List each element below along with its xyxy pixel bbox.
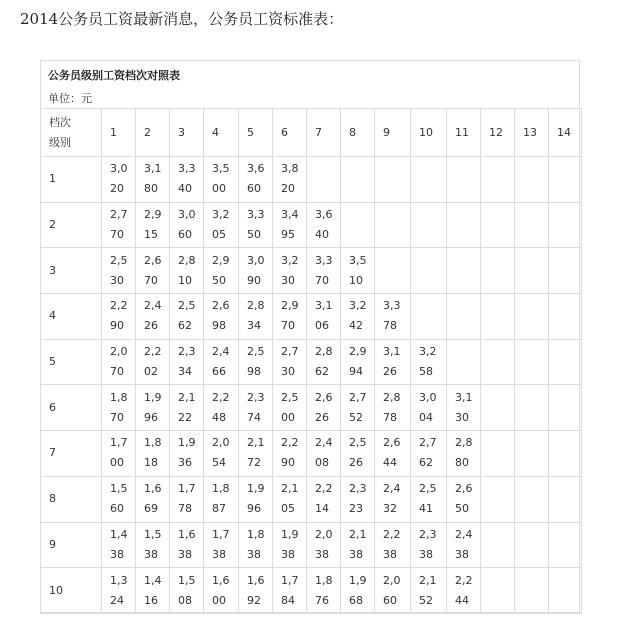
salary-cell (549, 568, 582, 614)
salary-cell: 3,340 (170, 157, 204, 203)
salary-cell: 2,950 (204, 248, 239, 294)
column-header: 14 (549, 109, 582, 157)
table-row (41, 157, 582, 203)
salary-cell: 2,500 (273, 385, 307, 431)
salary-cell: 2,670 (136, 248, 170, 294)
salary-cell: 1,818 (136, 431, 170, 477)
column-header: 13 (515, 109, 549, 157)
salary-cell: 2,438 (447, 522, 481, 568)
salary-cell: 1,560 (102, 476, 136, 522)
column-header: 2 (136, 109, 170, 157)
salary-cell: 2,202 (136, 339, 170, 385)
salary-cell (515, 431, 549, 477)
salary-cell: 1,778 (170, 476, 204, 522)
table-row (41, 431, 582, 477)
salary-cell: 2,060 (375, 568, 411, 614)
salary-cell (515, 157, 549, 203)
column-header: 7 (307, 109, 341, 157)
salary-cell (481, 339, 515, 385)
row-level-label: 5 (41, 339, 102, 385)
row-level-label: 9 (41, 522, 102, 568)
salary-cell: 2,038 (307, 522, 341, 568)
salary-cell (481, 385, 515, 431)
salary-cell (549, 385, 582, 431)
salary-cell (307, 157, 341, 203)
salary-cell (447, 202, 481, 248)
salary-cell: 2,626 (307, 385, 341, 431)
salary-cell: 1,692 (239, 568, 273, 614)
salary-cell: 3,205 (204, 202, 239, 248)
salary-cell: 2,105 (273, 476, 307, 522)
salary-cell (515, 385, 549, 431)
salary-cell: 1,700 (102, 431, 136, 477)
column-header: 11 (447, 109, 481, 157)
salary-cell: 1,324 (102, 568, 136, 614)
salary-cell: 2,878 (375, 385, 411, 431)
salary-cell (411, 202, 447, 248)
salary-cell (375, 157, 411, 203)
salary-cell: 2,530 (102, 248, 136, 294)
table-row (41, 476, 582, 522)
salary-cell (515, 294, 549, 340)
salary-cell (549, 476, 582, 522)
salary-cell: 2,408 (307, 431, 341, 477)
salary-cell: 2,994 (341, 339, 375, 385)
salary-cell: 2,290 (102, 294, 136, 340)
salary-cell (341, 157, 375, 203)
salary-cell (549, 157, 582, 203)
salary-cell: 3,180 (136, 157, 170, 203)
salary-table (40, 108, 582, 614)
salary-cell: 1,738 (204, 522, 239, 568)
header-row (41, 109, 582, 157)
salary-cell: 3,660 (239, 157, 273, 203)
salary-cell: 3,500 (204, 157, 239, 203)
salary-cell: 2,374 (239, 385, 273, 431)
salary-cell: 1,538 (136, 522, 170, 568)
salary-cell (411, 294, 447, 340)
salary-cell (411, 248, 447, 294)
column-header: 10 (411, 109, 447, 157)
salary-cell (447, 294, 481, 340)
salary-cell (447, 339, 481, 385)
column-header: 1 (102, 109, 136, 157)
salary-cell: 2,810 (170, 248, 204, 294)
salary-cell: 2,752 (341, 385, 375, 431)
salary-cell: 2,698 (204, 294, 239, 340)
row-level-label: 6 (41, 385, 102, 431)
salary-cell: 2,070 (102, 339, 136, 385)
salary-cell: 1,936 (170, 431, 204, 477)
salary-cell: 1,600 (204, 568, 239, 614)
salary-cell: 3,230 (273, 248, 307, 294)
salary-cell (515, 568, 549, 614)
salary-cell: 2,290 (273, 431, 307, 477)
table-unit: 单位：元 (48, 92, 92, 105)
row-level-label: 1 (41, 157, 102, 203)
table-row (41, 568, 582, 614)
salary-cell: 2,338 (411, 522, 447, 568)
salary-cell: 2,138 (341, 522, 375, 568)
salary-cell (515, 476, 549, 522)
salary-cell (411, 157, 447, 203)
salary-cell: 3,820 (273, 157, 307, 203)
salary-cell: 3,004 (411, 385, 447, 431)
salary-cell: 3,370 (307, 248, 341, 294)
salary-cell (515, 522, 549, 568)
salary-cell: 1,938 (273, 522, 307, 568)
salary-cell (447, 248, 481, 294)
salary-cell: 3,350 (239, 202, 273, 248)
salary-cell: 2,122 (170, 385, 204, 431)
salary-cell: 2,541 (411, 476, 447, 522)
salary-cell: 2,730 (273, 339, 307, 385)
table-row (41, 522, 582, 568)
salary-cell: 2,526 (341, 431, 375, 477)
salary-cell: 2,466 (204, 339, 239, 385)
row-level-label: 8 (41, 476, 102, 522)
salary-cell: 2,762 (411, 431, 447, 477)
salary-cell: 2,426 (136, 294, 170, 340)
salary-cell: 3,510 (341, 248, 375, 294)
salary-cell: 1,870 (102, 385, 136, 431)
corner-cell (41, 109, 102, 157)
salary-cell: 3,106 (307, 294, 341, 340)
salary-cell: 1,838 (239, 522, 273, 568)
column-header: 4 (204, 109, 239, 157)
salary-cell: 1,508 (170, 568, 204, 614)
salary-cell: 2,214 (307, 476, 341, 522)
salary-cell: 3,060 (170, 202, 204, 248)
salary-cell: 1,968 (341, 568, 375, 614)
salary-cell: 1,887 (204, 476, 239, 522)
salary-cell (481, 476, 515, 522)
salary-cell: 2,915 (136, 202, 170, 248)
salary-cell: 2,862 (307, 339, 341, 385)
salary-cell (375, 248, 411, 294)
salary-cell: 2,054 (204, 431, 239, 477)
salary-cell (481, 431, 515, 477)
salary-cell (549, 522, 582, 568)
salary-cell (549, 202, 582, 248)
salary-cell: 2,334 (170, 339, 204, 385)
salary-cell (481, 294, 515, 340)
column-header: 9 (375, 109, 411, 157)
salary-cell (515, 202, 549, 248)
salary-cell: 3,020 (102, 157, 136, 203)
salary-cell (481, 157, 515, 203)
salary-cell: 1,784 (273, 568, 307, 614)
salary-cell: 3,242 (341, 294, 375, 340)
salary-cell (549, 248, 582, 294)
corner-bottom-label: 级别 (49, 135, 71, 149)
salary-cell: 3,130 (447, 385, 481, 431)
salary-cell (549, 339, 582, 385)
salary-cell: 2,562 (170, 294, 204, 340)
salary-cell: 1,638 (170, 522, 204, 568)
salary-cell: 2,880 (447, 431, 481, 477)
column-header: 3 (170, 109, 204, 157)
salary-cell (447, 157, 481, 203)
salary-cell: 1,996 (136, 385, 170, 431)
salary-cell: 2,598 (239, 339, 273, 385)
salary-cell: 1,876 (307, 568, 341, 614)
salary-cell (481, 522, 515, 568)
row-level-label: 4 (41, 294, 102, 340)
salary-cell: 1,669 (136, 476, 170, 522)
salary-cell (341, 202, 375, 248)
salary-cell: 3,258 (411, 339, 447, 385)
salary-cell (481, 248, 515, 294)
table-row (41, 339, 582, 385)
salary-cell (481, 568, 515, 614)
salary-cell: 2,244 (447, 568, 481, 614)
column-header: 12 (481, 109, 515, 157)
salary-cell (481, 202, 515, 248)
salary-cell (549, 431, 582, 477)
salary-cell (515, 339, 549, 385)
salary-cell: 3,378 (375, 294, 411, 340)
salary-cell: 2,238 (375, 522, 411, 568)
corner-top-label: 档次 (49, 115, 71, 129)
salary-cell (515, 248, 549, 294)
salary-cell: 2,834 (239, 294, 273, 340)
table-row (41, 294, 582, 340)
row-level-label: 10 (41, 568, 102, 614)
salary-cell: 2,970 (273, 294, 307, 340)
table-row (41, 202, 582, 248)
salary-cell: 2,432 (375, 476, 411, 522)
column-header: 5 (239, 109, 273, 157)
salary-cell: 3,090 (239, 248, 273, 294)
row-level-label: 3 (41, 248, 102, 294)
table-caption: 公务员级别工资档次对照表 (48, 69, 180, 82)
salary-cell: 2,172 (239, 431, 273, 477)
salary-cell: 2,650 (447, 476, 481, 522)
salary-cell: 3,495 (273, 202, 307, 248)
table-row (41, 248, 582, 294)
salary-cell: 1,996 (239, 476, 273, 522)
salary-cell: 3,640 (307, 202, 341, 248)
salary-cell: 2,323 (341, 476, 375, 522)
page-heading: 2014公务员工资最新消息，公务员工资标准表： (20, 10, 344, 28)
salary-cell: 1,438 (102, 522, 136, 568)
salary-cell: 1,416 (136, 568, 170, 614)
column-header: 6 (273, 109, 307, 157)
table-row (41, 385, 582, 431)
salary-cell (375, 202, 411, 248)
salary-cell: 2,770 (102, 202, 136, 248)
row-level-label: 2 (41, 202, 102, 248)
salary-cell: 2,152 (411, 568, 447, 614)
salary-cell: 2,248 (204, 385, 239, 431)
salary-cell (549, 294, 582, 340)
salary-cell: 2,644 (375, 431, 411, 477)
salary-cell: 3,126 (375, 339, 411, 385)
column-header: 8 (341, 109, 375, 157)
row-level-label: 7 (41, 431, 102, 477)
